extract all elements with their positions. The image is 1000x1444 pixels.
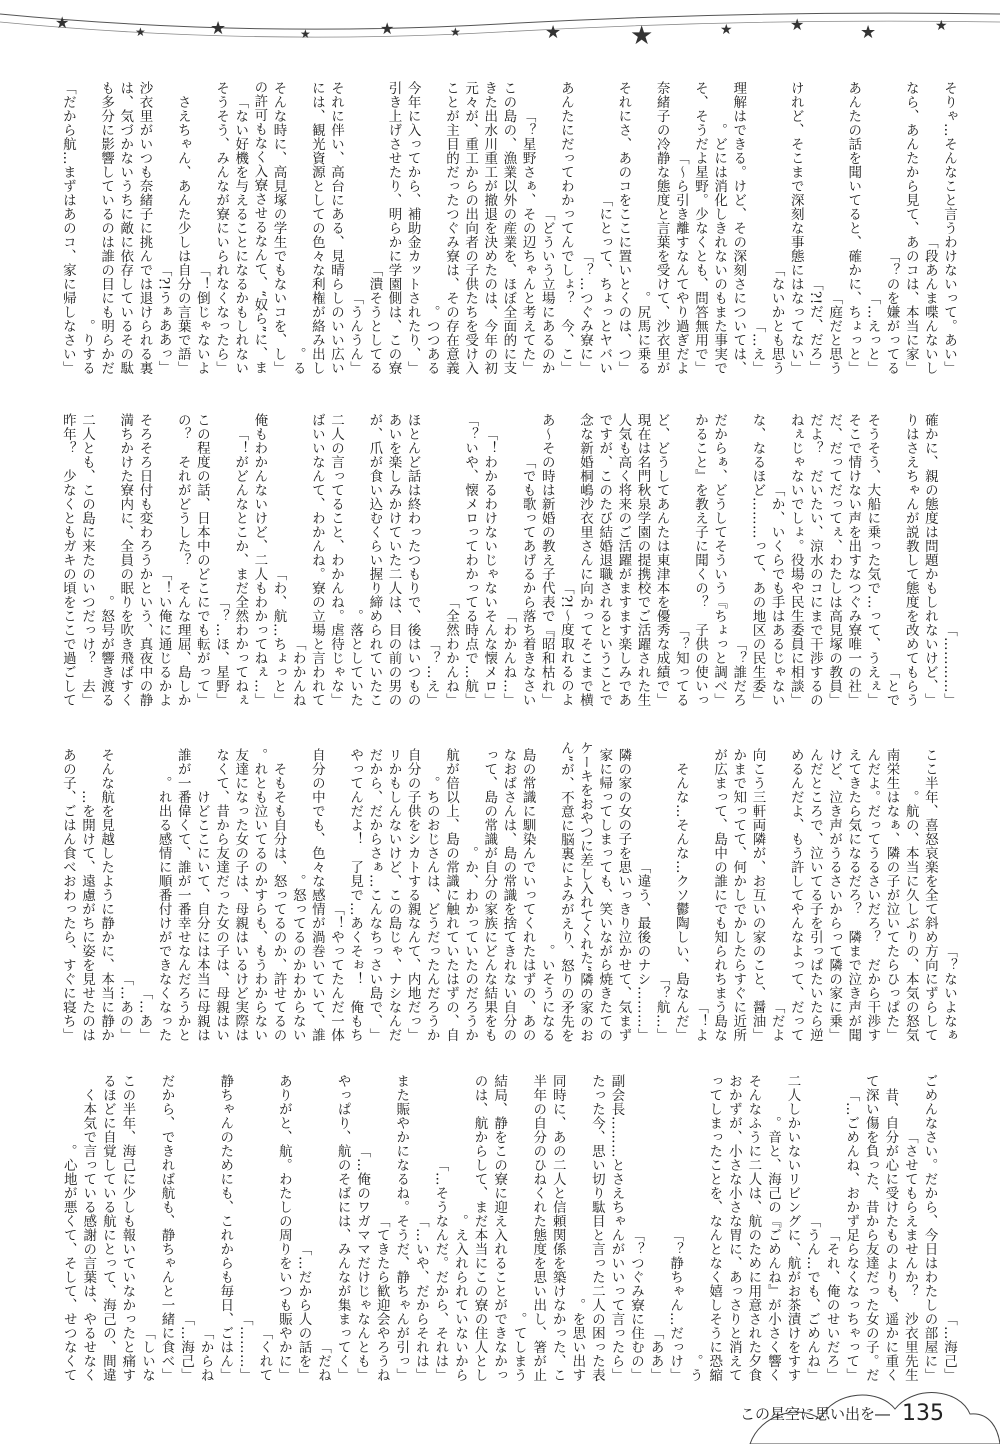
text-column: きた出水川重工が撤退を決めたのは、今年の初 [481, 81, 498, 375]
text-column: 奈緒子の冷静な態度と言葉を受けて、沙衣里が [653, 81, 670, 375]
text-column: ですが、このたび結婚退職されるということで [596, 413, 613, 707]
text-column: いそうになる。 [538, 944, 555, 1042]
text-column: の許可もなく入寮させるなんて、“奴ら”に、ま [251, 80, 268, 375]
text-column: 「あ～その時は新婚の教え子代表で『昭和枯れ [538, 413, 555, 707]
text-column: ってしまったことを、なんとなく嬉しそうに恐縮 [706, 1074, 723, 1382]
text-column: あいを楽しみかけていた二人は、目の前の男の [385, 413, 402, 707]
text-column: 自分の中でも、色々な感情が渦巻いていて、誰 [308, 748, 325, 1042]
text-column: 友達になった女の子は、母親はいるけど実際は [232, 748, 249, 1042]
text-column: 「やっぱり、航のそばには、みんなが集まってく [334, 1074, 351, 1382]
text-column: 怒ってるのかわからない。 [289, 874, 306, 1042]
text-column: 「だから、できれば航も、静ちゃんと一緒に食べ [158, 1074, 175, 1382]
text-column: にとって、ちょっとヤバい」 [596, 193, 613, 375]
text-column: しいな」 [138, 1326, 155, 1382]
text-block-3 [60, 737, 960, 1042]
text-column: 「自分の子供をシカトする親なんて、内地だっ [404, 748, 421, 1042]
text-column: 「そんな時に、高見塚の学生でもないコを、し [270, 81, 287, 375]
text-column: 「けど、泣き声がうるさいからって隣の家に乗 [826, 748, 843, 1042]
text-column: 「えっと…」 [864, 291, 881, 375]
text-column: なおばさんは、島の常識を捨てきれない自分の [500, 748, 517, 1042]
text-column: 二人しかいないリビングに、航がお茶漬けをすす [784, 1074, 801, 1382]
text-column: やってたんだ一体！」 [328, 902, 344, 1042]
text-column: 「だから人の話を…」 [295, 1242, 312, 1382]
text-column: 「俺のワガママだけじゃなんとも…」 [354, 1144, 371, 1382]
text-column: そもそも自分は、怒ってるのか、許せてるの [270, 762, 287, 1042]
footer-title: この星空に思い出を― [740, 1404, 891, 1423]
text-column: 「ごめんね、おかず足らなくなっちゃって…」 [843, 1088, 860, 1382]
text-column: たった今、思い切り駄目と言った二人の困った表 [588, 1074, 605, 1382]
text-column: 音と、海己の『ごめんね』が小さく響く。 [764, 1116, 781, 1382]
text-column: る。 [289, 347, 306, 375]
text-column: 「あ…」 [136, 986, 153, 1042]
text-column: 「わ、航…ちょっと」 [270, 567, 287, 707]
text-column: 結局、静をこの寮に迎え入れることができなかっ [491, 1074, 508, 1382]
text-column: く本気で言っている感謝の言葉は、やるせなく [80, 1088, 97, 1382]
text-column: 「だ、だろ!?」 [806, 277, 823, 375]
text-column: させてもらえませんか？ 沙衣里先生」 [901, 1130, 918, 1382]
text-column: 「南栄生はなぁ、隣の子が泣いてたらひっぱた [883, 748, 900, 1042]
text-column: 同時に、あの二人と信頼関係を築けなかった、こ [549, 1074, 566, 1382]
text-column: って、島の常識が自分の家族にどんな結果をも [481, 748, 498, 1042]
text-column: 「ねぇじゃないでしょ。役場や民生委員に相談 [787, 413, 804, 707]
text-column: どういう立場にあるのか」 [538, 207, 555, 375]
text-column: 引き上げさせたり、明らかに学園側は、この寮 [385, 81, 402, 375]
text-column: 「だからぁ、どうしてそういう『ちょっと調べ [711, 413, 728, 707]
star-icon: ★ [630, 21, 654, 51]
star-icon: ★ [210, 18, 227, 39]
text-column: 「うぁああっ!?」 [155, 263, 172, 375]
page-number: 135 [902, 1400, 945, 1426]
text-column: んだところで、泣いてる子を引っぱたいたら逆 [806, 748, 823, 1042]
text-column: 「静ちゃんのためにも、これからも毎日、ごはん [217, 1074, 234, 1382]
text-column: 落としていた。 [347, 609, 364, 707]
text-column: よ！」 [691, 1000, 708, 1042]
text-block-1 [60, 70, 960, 375]
text-column: 「そこで情けない声を出すなつぐみ寮唯一の社 [845, 413, 862, 707]
text-column: 「二人とも、この島に来たのいつだっけ？ 去 [78, 413, 95, 707]
text-column: 「今年に入ってから、補助金カットされたり、 [404, 81, 421, 375]
star-icon: ★ [135, 25, 146, 39]
text-column: 「海己…」 [178, 1312, 195, 1382]
text-column: ないよなぁ？」 [941, 944, 957, 1042]
text-column: 「さえちゃん、あんた少しは自分の言葉で語 [174, 95, 191, 375]
text-column: 「そりゃ…そんなこと言うわけないって。あい [941, 81, 957, 375]
text-column: 島の常識に馴染んでいってくれたはずの、あの [519, 748, 536, 1042]
text-column: 「つぐみ寮に…？」 [577, 249, 594, 375]
text-column: 「あんたにだってわかってんでしょ？ 今、こ [557, 81, 574, 375]
text-column: れ出る感情に順番付けができなくなった。 [155, 776, 172, 1042]
text-column: い俺に通じるかよ！」 [155, 567, 172, 707]
text-column: が、爪が食い込むくらい握り締められていたこ [366, 413, 383, 707]
text-column: 「………違う、最後のナシ」 [634, 860, 651, 1042]
text-column: 半年の自分のひねくれた態度を思い出し、箸が止 [530, 1074, 547, 1382]
text-column: 「だから航…まずはあのコ、家に帰しなさい」 [59, 81, 76, 375]
text-column: けどここにいて、自分には本当に母親は [193, 790, 210, 1042]
text-column: 「つぐみ寮に住むの？」 [628, 1228, 644, 1382]
text-column: え入れられていないから。 [451, 1214, 468, 1382]
text-column: この半年、海己に少しも報いていなかったと痛す [119, 1074, 136, 1382]
text-column: りする。 [78, 319, 95, 375]
text-column: のは、航からして、まだ本当にこの寮の住人とし [471, 1074, 488, 1382]
text-column: 段あんま喋んないし」 [921, 235, 938, 375]
text-column: 「海己…」 [941, 1312, 957, 1382]
text-column: 尻馬に乗る。 [634, 291, 651, 375]
text-column: 「………」 [236, 1312, 253, 1382]
text-column: ない好機を与えることになるかもしれない」 [232, 95, 249, 375]
text-block-2 [60, 402, 960, 707]
text-column: おかずが、小さな小さな胃に、あっさりと消えて [725, 1074, 742, 1382]
text-column: 「だ、だってだってぇ、わたしは高見塚の教員 [826, 413, 843, 707]
text-column: ら引き離すなんてやり過ぎだよ～」 [672, 151, 689, 375]
text-column: 「…………」 [941, 623, 957, 707]
text-column: やってんだよ！ 了見で…あくそぉ！ 俺もち [347, 748, 364, 1042]
text-column: 「あの子、ごはん食べおわったら、すぐに寝ち [59, 748, 76, 1042]
text-column: 「ごめんなさい。だから、今日はわたしの部屋に [921, 1074, 938, 1382]
text-column: 「副会長………とさえちゃんがいいって言ったら [608, 1074, 625, 1382]
text-column: う。 [686, 1354, 703, 1382]
text-column: 知ってる？」 [672, 623, 689, 707]
text-column: 人気も高く将来のご活躍がますます楽しみであ [615, 413, 632, 707]
text-column: 沙衣里がいつも奈緒子に挑んでは退けられる裏 [136, 81, 153, 375]
text-column: ん”が、不意に脳裏によみがえり、怒りの矛先を [557, 740, 574, 1042]
text-column: 「ありがと、航。わたしの周りをいつも賑やかに [275, 1074, 292, 1382]
text-column: 念な新婚桐嶋沙衣里さんに向かってそこまで横 [577, 413, 594, 707]
text-column: だよ」 [768, 1000, 785, 1042]
star-icon: ★ [450, 25, 461, 39]
text-column: でも歌ってあげるから落ち着きなさい」 [519, 455, 536, 707]
text-column: 隣の家の女の子を思いっきり泣かせて、気まず [615, 748, 632, 1042]
text-column: 「それ、俺のせいだろ」 [823, 1228, 840, 1382]
text-column: 度取れるのよ～!?」 [557, 581, 574, 707]
text-column: ないかとも思う」 [768, 263, 785, 375]
text-column: ばいいなんて、わかんね。寮の立場と言われて [308, 413, 325, 707]
text-column: ここ半年、喜怒哀楽を全て斜め方向にずらして [921, 748, 938, 1042]
text-column: 「ああ」 [647, 1326, 664, 1382]
text-column: れとも泣いてるのかすらも、もうわからない。 [251, 748, 268, 1042]
star-icon: ★ [545, 22, 562, 43]
text-column: めるんだよ、もう許してやんなよって、だって [787, 748, 804, 1042]
text-column: 「だから、だからさぁ…こんなちっさい島で、 [366, 748, 383, 1042]
text-column: の？ それがどうした？ そんな理屈、島しか [174, 413, 191, 707]
text-column: 「あんたの話を聞いてると、確かに、ちょっと [845, 81, 862, 375]
star-icon: ★ [720, 22, 733, 38]
text-column: を開けて、遠慮がちに姿を見せたのは… [78, 790, 95, 1042]
text-column: 「けれど、そこまで深刻な事態にはなってない [787, 81, 804, 375]
text-column: んだよ。だってうるさいだろ？ だから干渉す [864, 748, 881, 1042]
star-icon: ★ [860, 22, 877, 43]
text-column: て深い傷を負った、昔から友達だった女の子。だ [862, 1074, 879, 1382]
star-icon: ★ [380, 19, 395, 38]
text-column: かること』を教え子に聞くの？ 子供の使いっ [691, 413, 708, 707]
text-column: 「二人の言ってること、わかんね。虐待じゃな [328, 413, 344, 707]
text-column: つつある。 [423, 305, 440, 375]
text-column: がどんなとこか、まだ全然わかってねぇ！」 [232, 427, 249, 707]
text-column: ちのおじさんは、どうだったんだろうか。 [423, 776, 440, 1042]
star-garland-decoration [0, 0, 1000, 60]
text-column: 「ど、どうしてあんたは東津本を優秀な成績で [653, 413, 670, 707]
text-column: わかんね」 [289, 637, 306, 707]
text-column: 「向こう三軒両隣が、お互いの家のこと、醤油 [749, 748, 766, 1042]
text-column: 怒号が響き渡る。 [98, 595, 115, 707]
text-column: 「いや、だからそれは…」 [412, 1214, 429, 1382]
text-column: リかもしんないけど、この島じゃ、ナシなんだ [385, 748, 402, 1042]
text-column: 「え…」 [749, 319, 766, 375]
text-column: 「確かに、親の態度は問題かもしれないけど、 [921, 413, 938, 707]
text-column: を思い出す。 [569, 1298, 586, 1382]
text-column: 「うん…でも、ごめんね」 [804, 1214, 821, 1382]
text-column: なくて、昔から友達だった女の子は、母親はい [213, 748, 230, 1042]
text-column: 昨年？ 少なくともガキの頃をここで過ごして [59, 413, 76, 707]
text-column: 「静ちゃん…だっけ？」 [667, 1228, 684, 1382]
text-column: るほどに自覚している航にとって、海己の、間違 [99, 1074, 116, 1382]
text-column: 「あの…」 [117, 972, 134, 1042]
text-column: 理解はできる。けど、その深刻さについては、 [730, 81, 747, 375]
text-column: 満ちかけた寮内に、全員の眠りを吹き飛ばすく [117, 413, 134, 707]
text-column: 「全然わかんね」 [442, 595, 459, 707]
text-column: 「え…？」 [423, 637, 440, 707]
text-column: 「なら、あんたから見て、あのコは、本当に家 [902, 81, 919, 375]
text-column: かまで知ってて、何かしでかしたらすぐに近所 [730, 748, 747, 1042]
star-icon: ★ [55, 13, 70, 32]
text-column: 元々が、重工からの出向者の子供たちを受け入 [462, 81, 479, 375]
text-column: だね」 [315, 1340, 331, 1382]
text-column: 「わかるわけないじゃないそんな懐メロ！」 [481, 427, 498, 707]
text-column: が広まって、島中の誰にでも知られちまう島な [711, 748, 728, 1042]
text-column: 「星野さぁ、その辺ちゃんと考えてた？」 [519, 109, 536, 375]
text-column: 「うんうん」 [347, 291, 364, 375]
text-column: ことが主目的だったつぐみ寮は、その存在意義 [442, 81, 459, 375]
text-column: 「また賑やかになるね。そうだ、静ちゃんが引っ [393, 1074, 410, 1382]
text-column: からね」 [197, 1326, 214, 1382]
text-column: ほとんど話は終わったつもりで、後はいつもの [404, 413, 421, 707]
text-column: 潰そうとしてる」 [366, 263, 383, 375]
text-column: 「そうなんだ。だから、それは…」 [432, 1158, 449, 1382]
text-column: 現在は名門秋泉学園の提携校でご活躍された生 [634, 413, 651, 707]
text-column: か、いくらでも手はあるじゃない」 [768, 483, 785, 707]
text-column: 庭だと思う」 [826, 291, 843, 375]
text-column: 昔、自分が心に受けたものよりも、遥かに重く [882, 1088, 899, 1382]
text-column: てきたら歓迎会やろうね」 [373, 1214, 390, 1382]
text-column: 「そうそう、大船に乗った気で…って、うえぇ [864, 413, 881, 707]
text-column: 航が倍以上、島の常識に触れていたはずの、自 [442, 748, 459, 1042]
text-column: 「ほ、星野…？」 [213, 595, 230, 707]
text-column: 心地が悪くて、そして、せつなくて。 [60, 1144, 77, 1382]
text-column: 「…航？」 [653, 972, 670, 1042]
text-column: か、わかっていたのだろうか。 [462, 846, 479, 1042]
text-column: 「いや、懐メロってわかってる時点で…航？」 [462, 413, 479, 707]
text-column: そんなふうに二人は、航のために用意された夕食 [745, 1074, 762, 1382]
text-column: ケーキをおやつに差し入れてくれた“隣の家のお [577, 740, 594, 1042]
text-column: この島の、漁業以外の産業を、ほぼ全面的に支 [500, 81, 517, 375]
star-icon: ★ [935, 18, 948, 34]
text-column: だよ？ だいたい、涼水のコにまで干渉するの [806, 413, 823, 707]
text-column: とで」 [883, 665, 900, 707]
text-column: も多分に影響しているのは誰の目にも明らかだ [98, 81, 115, 375]
text-column: 「そうそう、みんなが寮にいられなくなったら [213, 81, 230, 375]
text-column: くれて」 [256, 1326, 273, 1382]
text-column: のを嫌がってる？」 [883, 249, 900, 375]
text-column: 「この程度の話、日本中のどこにでも転がって [193, 413, 210, 707]
text-column: 倒じゃないよ！」 [193, 263, 210, 375]
text-column: 「それにさ、あのコをここに置いとくのは、つ [615, 81, 632, 375]
text-column: 家に帰ってしまっても、笑いながら焼きたての [596, 748, 613, 1042]
text-column: 「な、なるほど………って、あの地区の民生委 [749, 413, 766, 707]
text-column: 「…わかんね」 [500, 609, 517, 707]
text-column: 誰が一番偉くて、誰が一番幸せなんだろうかと [174, 748, 191, 1042]
page-footer [740, 1398, 944, 1428]
text-column: 誰だろ？」 [730, 637, 747, 707]
text-column: そろそろ日付も変わろうかという、真夜中の静 [136, 413, 153, 707]
text-column: 「そんな…そんな…クソ鬱陶しい、島なんだ [672, 762, 689, 1042]
star-icon: ★ [790, 15, 805, 34]
text-column: りはさえちゃんが説教して態度を改めてもらう [902, 413, 919, 707]
text-column: 「俺もわかんないけど、二人もわかってねぇ… [251, 413, 268, 707]
text-column: てしまう。 [510, 1312, 527, 1382]
text-column: そんな航を見越したように静かに、本当に静か [98, 748, 115, 1042]
text-column: えてきたら気になるだろ？ 隣まで泣き声が聞 [845, 748, 862, 1042]
text-column: どには消化しきれないのもまた事実で。 [711, 123, 728, 375]
text-column: は、気づかないうちに敵に依存しているその駄 [117, 81, 134, 375]
text-column: 「そ、そうだよ星野。少なくとも、問答無用で [691, 81, 708, 375]
text-column: 航の、本当に久しぶりの、本気の怒気。 [902, 790, 919, 1042]
star-icon: ★ [300, 27, 311, 41]
text-column: それに伴い、高台にある、見晴らしのいい広い [328, 81, 344, 375]
text-column: には、観光資源としての色々な利権が絡み出し [308, 81, 325, 375]
